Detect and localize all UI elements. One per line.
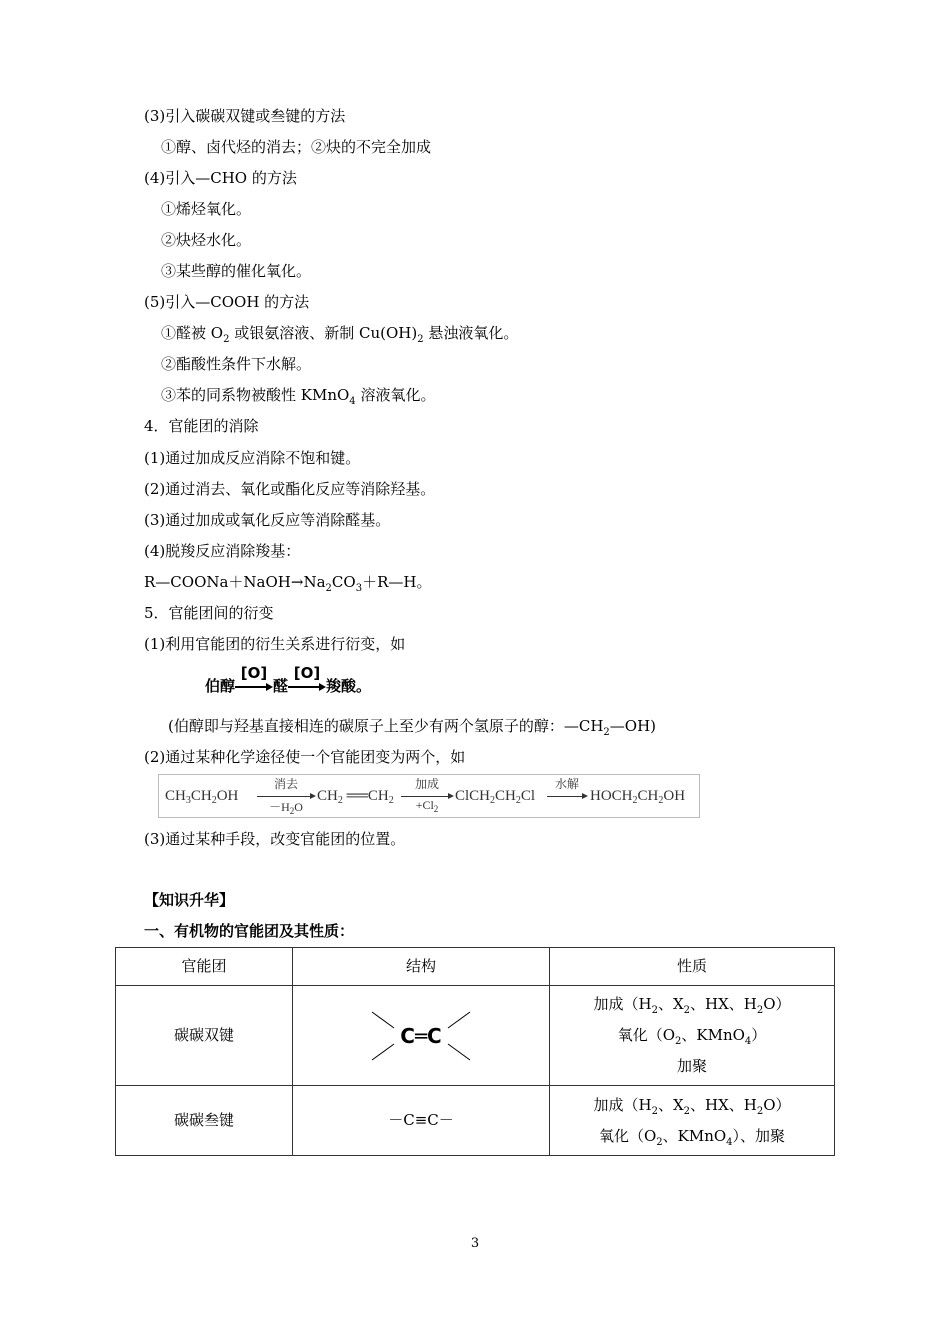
header-group: 官能团 (116, 948, 293, 986)
header-properties: 性质 (550, 948, 835, 986)
line-alkyne-hydration: ②炔烃水化。 (161, 231, 252, 249)
heading-elimination-of-groups: 4．官能团的消除 (144, 417, 259, 435)
hydrolysis-condition: 水解 (554, 777, 579, 791)
line-aldehyde-oxidation: ①醛被 $O_2$ 或银氨溶液、新制 $Cu(OH)_2$ 悬浊液氧化。 (161, 324, 519, 345)
header-structure: 结构 (293, 948, 550, 986)
line-primary-alcohol-definition: (伯醇即与羟基直接相连的碳原子上至少有两个氢原子的醇：$—CH_2—OH$) (168, 717, 657, 738)
primary-alcohol-label: 伯醇 (205, 677, 236, 695)
line-decarboxylation: (4)脱羧反应消除羧基： (144, 542, 301, 560)
line-change-position: (3)通过某种手段，改变官能团的位置。 (144, 830, 406, 848)
line-eliminate-aldehyde: (3)通过加成或氧化反应等消除醛基。 (144, 511, 391, 529)
table-header-row (116, 948, 835, 986)
line-alkene-oxidation: ①烯烃氧化。 (161, 200, 252, 218)
line-eliminate-unsaturation: (1)通过加成反应消除不饱和键。 (144, 449, 361, 467)
elimination-condition: 消去 (273, 777, 298, 791)
triple-bond-oxidation-polymerization: 氧化（$O_2$、KMnO$_4$）、加聚 (598, 1126, 786, 1148)
section-subheading: 一、有机物的官能团及其性质： (144, 922, 355, 940)
conversion-chain-figure (158, 774, 700, 818)
table-row (116, 1086, 835, 1156)
line-ester-hydrolysis: ②酯酸性条件下水解。 (161, 355, 312, 373)
oxidation-arrow-2 (288, 664, 326, 696)
double-bond-addition: 加成（$H_2$、$X_2$、HX、$H_2O$） (593, 995, 791, 1016)
alkene-structure-label: C═C (400, 1023, 442, 1048)
functional-group-table (115, 947, 835, 1156)
line-decarboxylation-equation: $R—COONa+NaOH\to Na_2CO_3+R—H$。 (144, 573, 432, 594)
minus-water-condition: $-H_2O$ (269, 800, 303, 816)
line-method-cooh: (5)引入—COOH 的方法 (144, 293, 310, 311)
ethanol-formula: $CH_3CH_2OH$ (165, 788, 239, 806)
cell-triple-bond-name: 碳碳叁键 (116, 1086, 293, 1156)
section-heading: 【知识升华】 (144, 891, 235, 909)
plus-chlorine-condition: $+Cl_2$ (415, 798, 439, 814)
line-method-cho: (4)引入—CHO 的方法 (144, 169, 297, 187)
alkene-structure-diagram (366, 1006, 476, 1066)
cell-double-bond-properties (550, 986, 835, 1086)
aldehyde-label: 醛 (273, 677, 289, 695)
line-benzene-homolog-oxidation: ③苯的同系物被酸性 KMnO$_4$ 溶液氧化。 (161, 386, 436, 407)
ethylene-glycol-formula: $HOCH_2CH_2OH$ (590, 788, 686, 806)
line-method-double-triple-bond: (3)引入碳碳双键或叁键的方法 (144, 107, 346, 125)
ethene-formula: $CH_2$ $══CH_2$ (317, 788, 394, 806)
table-row (116, 986, 835, 1086)
oxidant-label-2: [O] (293, 664, 321, 682)
oxidation-arrow-1 (235, 664, 273, 696)
oxidation-chain (205, 664, 371, 696)
line-derivation-relationship: (1)利用官能团的衍生关系进行衍变，如 (144, 635, 406, 653)
oxidant-label-1: [O] (240, 664, 268, 682)
line-eliminate-hydroxyl: (2)通过消去、氧化或酯化反应等消除羟基。 (144, 480, 436, 498)
line-elimination-addition: ①醇、卤代烃的消去；②炔的不完全加成 (161, 138, 432, 156)
carboxylic-acid-label: 羧酸。 (326, 677, 372, 695)
line-alcohol-oxidation: ③某些醇的催化氧化。 (161, 262, 312, 280)
line-one-to-two-groups: (2)通过某种化学途径使一个官能团变为两个，如 (144, 748, 466, 766)
cell-triple-bond-structure: －C≡C－ (293, 1086, 550, 1156)
cell-triple-bond-properties (550, 1086, 835, 1156)
cell-double-bond-name: 碳碳双键 (116, 986, 293, 1086)
triple-bond-addition: 加成（$H_2$、$X_2$、HX、$H_2O$） (593, 1095, 791, 1117)
heading-group-transformation: 5．官能团间的衍变 (144, 604, 274, 622)
dichloroethane-formula: $ClCH_2CH_2Cl$ (455, 788, 536, 806)
addition-condition: 加成 (414, 777, 439, 791)
page-number: 3 (470, 1236, 480, 1251)
cell-double-bond-structure (293, 986, 550, 1086)
double-bond-oxidation: 氧化（$O_2$、KMnO$_4$） (617, 1026, 767, 1047)
double-bond-polymerization: 加聚 (676, 1057, 707, 1075)
